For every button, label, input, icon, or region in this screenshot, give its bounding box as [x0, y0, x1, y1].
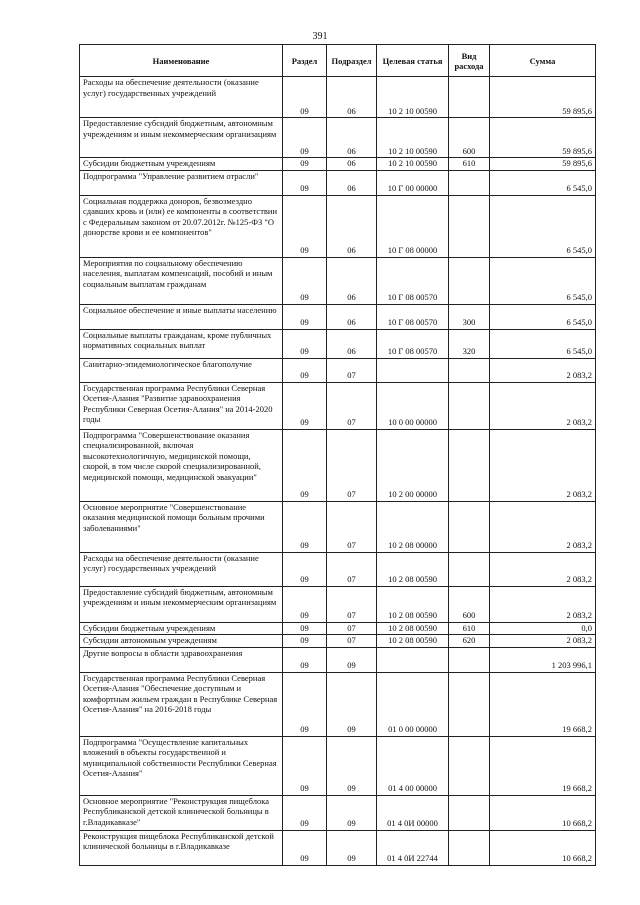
row-section: 09	[283, 647, 327, 672]
row-amount: 59 895,6	[490, 158, 596, 171]
row-subsection: 06	[327, 170, 377, 195]
row-expense-type	[449, 170, 490, 195]
row-name: Санитарно-эпидемиологическое благополучие	[80, 358, 283, 382]
row-expense-type: 620	[449, 635, 490, 648]
row-subsection: 06	[327, 257, 377, 304]
row-expense-type	[449, 358, 490, 382]
row-name: Субсидии автономным учреждениям	[80, 635, 283, 648]
row-target: 10 Г 08 00570	[377, 304, 449, 329]
table-row	[80, 736, 596, 795]
row-section: 09	[283, 77, 327, 118]
row-target: 01 0 00 00000	[377, 672, 449, 736]
row-amount: 2 083,2	[490, 382, 596, 429]
row-name: Подпрограмма "Осуществление капитальных вложений в объекты государственной и муниципальной собственности Республики Северная Осетия-Алания"	[80, 736, 283, 795]
row-expense-type	[449, 257, 490, 304]
row-subsection: 06	[327, 158, 377, 171]
row-target: 01 4 00 00000	[377, 736, 449, 795]
row-amount: 2 083,2	[490, 501, 596, 552]
row-name: Предоставление субсидий бюджетным, автономным учреждениям и иным некоммерческим организациям	[80, 586, 283, 622]
row-amount: 19 668,2	[490, 672, 596, 736]
row-section: 09	[283, 358, 327, 382]
row-expense-type	[449, 647, 490, 672]
row-target: 10 2 00 00000	[377, 429, 449, 501]
row-name: Предоставление субсидий бюджетным, автономным учреждениям и иным некоммерческим организациям	[80, 118, 283, 158]
table-row	[80, 830, 596, 865]
table-row	[80, 118, 596, 158]
row-subsection: 09	[327, 647, 377, 672]
row-expense-type: 610	[449, 158, 490, 171]
row-target: 10 2 10 00590	[377, 77, 449, 118]
table-row	[80, 358, 596, 382]
table-row	[80, 382, 596, 429]
row-name: Подпрограмма "Управление развитием отрасли"	[80, 170, 283, 195]
row-amount: 6 545,0	[490, 170, 596, 195]
row-target: 01 4 0И 00000	[377, 795, 449, 830]
row-name: Основное мероприятие "Реконструкция пищеблока Республиканской детской клинической больницы в г.Владикавказе"	[80, 795, 283, 830]
table-row	[80, 195, 596, 257]
row-section: 09	[283, 586, 327, 622]
table-row	[80, 622, 596, 635]
page-number: 391	[312, 31, 328, 42]
row-expense-type	[449, 795, 490, 830]
row-section: 09	[283, 304, 327, 329]
row-amount: 2 083,2	[490, 429, 596, 501]
row-target	[377, 647, 449, 672]
header-expense-type: Вид расхода	[449, 45, 490, 77]
row-subsection: 06	[327, 118, 377, 158]
header-section: Раздел	[283, 45, 327, 77]
header-amount: Сумма	[490, 45, 596, 77]
row-subsection: 09	[327, 830, 377, 865]
row-expense-type: 610	[449, 622, 490, 635]
row-subsection: 07	[327, 429, 377, 501]
header-row	[80, 45, 596, 77]
table-row	[80, 429, 596, 501]
row-expense-type: 600	[449, 586, 490, 622]
row-name: Социальная поддержка доноров, безвозмездно сдавших кровь и (или) ее компоненты в соответствии с Федеральным законом от 20.07.2012г. №125-ФЗ "О донорстве крови и ее компонентов"	[80, 195, 283, 257]
table-row	[80, 304, 596, 329]
row-expense-type	[449, 382, 490, 429]
row-expense-type	[449, 672, 490, 736]
row-amount: 2 083,2	[490, 552, 596, 586]
row-target: 10 Г 08 00570	[377, 329, 449, 358]
row-expense-type	[449, 429, 490, 501]
row-target: 10 Г 08 00570	[377, 257, 449, 304]
row-section: 09	[283, 795, 327, 830]
row-target: 10 Г 08 00000	[377, 195, 449, 257]
row-section: 09	[283, 635, 327, 648]
table-row	[80, 552, 596, 586]
row-expense-type	[449, 501, 490, 552]
table-row	[80, 795, 596, 830]
row-amount: 6 545,0	[490, 304, 596, 329]
row-subsection: 06	[327, 195, 377, 257]
row-name: Государственная программа Республики Северная Осетия-Алания "Обеспечение доступным и комфортным жильем граждан в Республике Северная Осетия-Алания" на 2016-2018 годы	[80, 672, 283, 736]
row-section: 09	[283, 830, 327, 865]
row-expense-type: 300	[449, 304, 490, 329]
row-section: 09	[283, 672, 327, 736]
row-subsection: 07	[327, 552, 377, 586]
table-row	[80, 257, 596, 304]
table-row	[80, 77, 596, 118]
row-section: 09	[283, 118, 327, 158]
table-row	[80, 158, 596, 171]
row-target: 10 0 00 00000	[377, 382, 449, 429]
row-name: Социальные выплаты гражданам, кроме публичных нормативных социальных выплат	[80, 329, 283, 358]
table-row	[80, 672, 596, 736]
row-name: Подпрограмма "Совершенствование оказания специализированной, включая высокотехнологичную, медицинской помощи, скорой, в том числе скорой специализированной, медицинской помощи, медицинской эвакуации"	[80, 429, 283, 501]
header-subsection: Подраздел	[327, 45, 377, 77]
row-section: 09	[283, 429, 327, 501]
row-subsection: 07	[327, 501, 377, 552]
row-section: 09	[283, 170, 327, 195]
row-target: 10 2 10 00590	[377, 118, 449, 158]
row-subsection: 09	[327, 672, 377, 736]
row-amount: 6 545,0	[490, 329, 596, 358]
row-subsection: 07	[327, 635, 377, 648]
header-target: Целевая статья	[377, 45, 449, 77]
row-subsection: 09	[327, 736, 377, 795]
header-name: Наименование	[80, 45, 283, 77]
row-section: 09	[283, 158, 327, 171]
row-amount: 10 668,2	[490, 830, 596, 865]
row-section: 09	[283, 736, 327, 795]
row-subsection: 07	[327, 358, 377, 382]
row-section: 09	[283, 329, 327, 358]
row-expense-type: 320	[449, 329, 490, 358]
row-name: Субсидии бюджетным учреждениям	[80, 622, 283, 635]
row-amount: 2 083,2	[490, 635, 596, 648]
row-expense-type: 600	[449, 118, 490, 158]
row-target	[377, 358, 449, 382]
row-target: 10 2 08 00590	[377, 586, 449, 622]
table-row	[80, 501, 596, 552]
table-row	[80, 586, 596, 622]
row-subsection: 07	[327, 622, 377, 635]
row-subsection: 07	[327, 586, 377, 622]
table-row	[80, 635, 596, 648]
row-expense-type	[449, 77, 490, 118]
row-expense-type	[449, 195, 490, 257]
row-target: 01 4 0И 22744	[377, 830, 449, 865]
row-name: Мероприятия по социальному обеспечению населения, выплатам компенсаций, пособий и иным социальным выплатам гражданам	[80, 257, 283, 304]
row-amount: 59 895,6	[490, 118, 596, 158]
row-target: 10 2 08 00590	[377, 552, 449, 586]
row-section: 09	[283, 382, 327, 429]
row-subsection: 09	[327, 795, 377, 830]
row-expense-type	[449, 830, 490, 865]
row-name: Основное мероприятие "Совершенствование оказания медицинской помощи больным прочими заболеваниями"	[80, 501, 283, 552]
row-target: 10 2 08 00590	[377, 635, 449, 648]
row-target: 10 2 08 00590	[377, 622, 449, 635]
row-amount: 1 203 996,1	[490, 647, 596, 672]
row-section: 09	[283, 552, 327, 586]
row-name: Социальное обеспечение и иные выплаты населению	[80, 304, 283, 329]
row-amount: 6 545,0	[490, 195, 596, 257]
row-amount: 19 668,2	[490, 736, 596, 795]
row-expense-type	[449, 552, 490, 586]
row-amount: 2 083,2	[490, 358, 596, 382]
row-amount: 10 668,2	[490, 795, 596, 830]
table-row	[80, 647, 596, 672]
row-section: 09	[283, 257, 327, 304]
row-section: 09	[283, 195, 327, 257]
row-target: 10 2 10 00590	[377, 158, 449, 171]
row-subsection: 06	[327, 77, 377, 118]
row-section: 09	[283, 501, 327, 552]
budget-table	[79, 44, 596, 866]
row-expense-type	[449, 736, 490, 795]
row-amount: 2 083,2	[490, 586, 596, 622]
row-subsection: 06	[327, 329, 377, 358]
row-target: 10 2 08 00000	[377, 501, 449, 552]
row-name: Расходы на обеспечение деятельности (оказание услуг) государственных учреждений	[80, 552, 283, 586]
row-name: Субсидии бюджетным учреждениям	[80, 158, 283, 171]
row-subsection: 07	[327, 382, 377, 429]
row-name: Государственная программа Республики Северная Осетия-Алания "Развитие здравоохранения Республики Северная Осетия-Алания" на 2014-2020 годы	[80, 382, 283, 429]
row-amount: 0,0	[490, 622, 596, 635]
row-subsection: 06	[327, 304, 377, 329]
row-amount: 59 895,6	[490, 77, 596, 118]
row-name: Реконструкция пищеблока Республиканской детской клинической больницы в г.Владикавказе	[80, 830, 283, 865]
row-section: 09	[283, 622, 327, 635]
table-row	[80, 329, 596, 358]
table-row	[80, 170, 596, 195]
row-name: Расходы на обеспечение деятельности (оказание услуг) государственных учреждений	[80, 77, 283, 118]
row-target: 10 Г 00 00000	[377, 170, 449, 195]
row-amount: 6 545,0	[490, 257, 596, 304]
row-name: Другие вопросы в области здравоохранения	[80, 647, 283, 672]
